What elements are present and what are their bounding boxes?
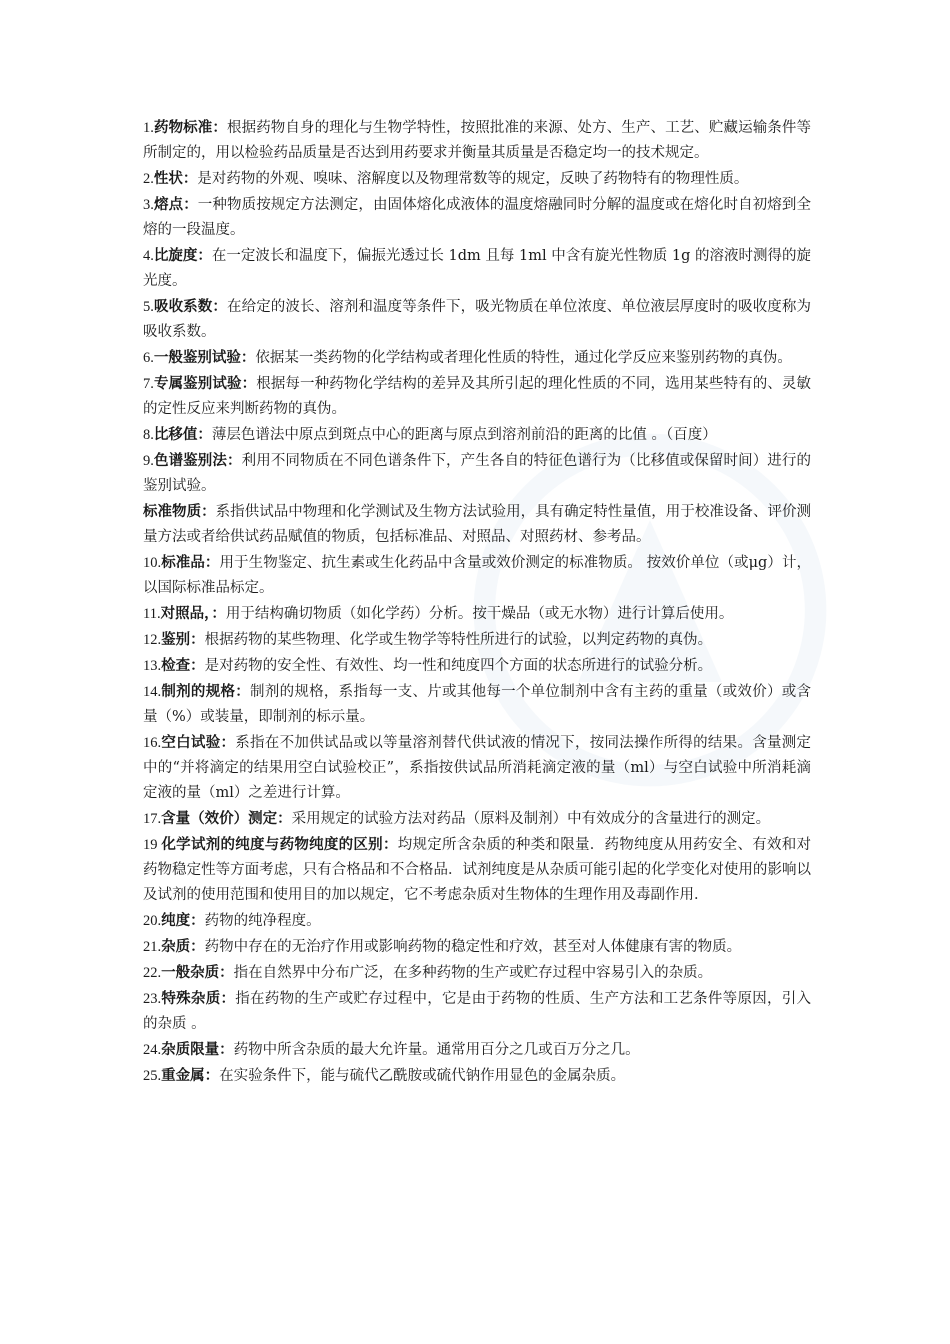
entry-term: 标准物质 <box>143 504 202 520</box>
entry-number: 8. <box>143 427 154 443</box>
entry-separator: ： <box>204 1068 220 1084</box>
entry-term: 制剂的规格 <box>161 684 236 700</box>
definition-entry <box>143 167 811 192</box>
entry-text: 指在自然界中分布广泛，在多种药物的生产或贮存过程中容易引入的杂质。 <box>233 965 713 981</box>
entry-text: 利用不同物质在不同色谱条件下，产生各自的特征色谱行为（比移值或保留时间）进行的鉴别试验。 <box>143 453 812 494</box>
entry-text: 系指在不加供试品或以等量溶剂替代供试液的情况下，按同法操作所得的结果。含量测定中的“并将滴定的结果用空白试验校正”，系指按供试品所消耗滴定液的量（ml）与空白试验中所消耗滴定液的量（ml）之差进行计算。 <box>143 735 812 801</box>
definition-entry <box>143 602 811 627</box>
entry-separator: ： <box>235 684 251 700</box>
entry-text: 在给定的波长、溶剂和温度等条件下，吸光物质在单位浓度、单位液层厚度时的吸收度称为吸收系数。 <box>143 299 812 340</box>
entry-number: 19 <box>143 837 162 853</box>
entry-separator: ： <box>197 248 212 264</box>
definition-entry <box>143 987 811 1037</box>
entry-number: 14. <box>143 684 162 700</box>
entry-separator: ： <box>227 453 242 469</box>
entry-text: 是对药物的安全性、有效性、均一性和纯度四个方面的状态所进行的试验分析。 <box>204 658 713 674</box>
entry-term: 含量（效价）测定 <box>161 811 278 827</box>
entry-text: 根据药物自身的理化与生物学特性，按照批准的来源、处方、生产、工艺、贮藏运输条件等所制定的，用以检验药品质量是否达到用药要求并衡量其质量是否稳定均一的技术规定。 <box>143 120 812 161</box>
entry-text: 药物中所含杂质的最大允许量。通常用百分之几或百万分之几。 <box>233 1042 640 1058</box>
entry-separator: ： <box>190 913 205 929</box>
entry-text: 采用规定的试验方法对药品（原料及制剂）中有效成分的含量进行的测定。 <box>291 811 771 827</box>
definition-entry <box>143 372 811 422</box>
entry-separator: ： <box>183 197 198 213</box>
definition-entry <box>143 551 811 601</box>
entry-text: 制剂的规格，系指每一支、片或其他每一个单位制剂中含有主药的重量（或效价）或含量（%）或装量，即制剂的标示量。 <box>143 684 812 725</box>
entry-term: 吸收系数 <box>153 299 213 315</box>
definition-entry <box>143 1038 811 1063</box>
definition-entry <box>143 680 811 730</box>
definition-entry <box>143 1064 811 1089</box>
entry-number: 11. <box>143 606 161 622</box>
entry-term: 一般鉴别试验 <box>153 350 241 366</box>
entry-text: 药物的纯净程度。 <box>204 913 321 929</box>
entry-separator: ： <box>277 811 292 827</box>
entry-number: 9. <box>143 453 154 469</box>
entry-separator: ： <box>182 171 198 187</box>
entry-term: 药物标准 <box>153 120 213 136</box>
entry-text: 药物中存在的无治疗作用或影响药物的稳定性和疗效，甚至对人体健康有害的物质。 <box>204 939 742 955</box>
entry-term: 化学试剂的纯度与药物纯度的区别 <box>161 837 383 853</box>
entry-term: 检查 <box>161 658 191 674</box>
entry-term: 性状 <box>153 171 183 187</box>
entry-term: 特殊杂质 <box>161 991 221 1007</box>
entry-text: 是对药物的外观、嗅味、溶解度以及物理常数等的规定，反映了药物特有的物理性质。 <box>197 171 749 187</box>
entry-text: 根据药物的某些物理、化学或生物学等特性所进行的试验，以判定药物的真伪。 <box>204 632 713 648</box>
entry-text: 一种物质按规定方法测定，由固体熔化成液体的温度熔融同时分解的温度或在熔化时自初熔到全熔的一段温度。 <box>143 197 812 238</box>
entry-text: 薄层色谱法中原点到斑点中心的距离与原点到溶剂前沿的距离的比值 。（百度） <box>211 427 717 443</box>
entry-text: 根据每一种药物化学结构的差异及其所引起的理化性质的不同，选用某些特有的、灵敏的定性反应来判断药物的真伪。 <box>143 376 812 417</box>
entry-number: 17. <box>143 811 162 827</box>
entry-number: 22. <box>143 965 162 981</box>
entry-term: 鉴别 <box>161 632 191 648</box>
entry-number: 23. <box>143 991 162 1007</box>
entry-number: 10. <box>143 555 162 571</box>
entry-number: 16. <box>143 735 162 751</box>
definition-entry <box>143 909 811 934</box>
entry-term: 纯度 <box>161 913 191 929</box>
entry-term: 专属鉴别试验 <box>153 376 242 392</box>
entry-text: 用于生物鉴定、抗生素或生化药品中含量或效价测定的标准物质。 按效价单位（或μg）计，以国际标准品标定。 <box>143 555 812 596</box>
entry-separator: ： <box>219 965 234 981</box>
definition-entry <box>143 193 811 243</box>
definition-entry <box>143 833 811 908</box>
entry-separator: ： <box>382 837 398 853</box>
entry-term: 熔点 <box>153 197 184 213</box>
entry-term: 杂质 <box>161 939 191 955</box>
entry-number: 5. <box>143 299 154 315</box>
entry-term: 色谱鉴别法 <box>153 453 227 469</box>
entry-separator: ： <box>204 555 220 571</box>
definition-entry <box>143 731 811 806</box>
definition-entry <box>143 346 811 371</box>
entry-number: 6. <box>143 350 154 366</box>
entry-term: 标准品 <box>161 555 205 571</box>
entry-term: 对照品 <box>160 606 205 622</box>
definition-entry <box>143 423 811 448</box>
entry-number: 13. <box>143 658 162 674</box>
definition-entry <box>143 935 811 960</box>
entry-text: 均规定所含杂质的种类和限量．药物纯度从用药安全、有效和对药物稳定性等方面考虑，只有合格品和不合格品．试剂纯度是从杂质可能引起的化学变化对使用的影响以及试剂的使用范围和使用目的加以规定，它不考虑杂质对生物体的生理作用及毒副作用． <box>143 837 812 903</box>
definition-entry <box>143 807 811 832</box>
definition-entry <box>143 628 811 653</box>
entry-number: 2. <box>143 171 154 187</box>
entry-separator: ： <box>190 658 205 674</box>
entry-number: 1. <box>143 120 154 136</box>
entry-separator: ： <box>220 991 236 1007</box>
entry-separator: ： <box>201 504 216 520</box>
entry-term: 一般杂质 <box>161 965 220 981</box>
entry-text: 指在药物的生产或贮存过程中，它是由于药物的性质、生产方法和工艺条件等原因，引入的杂质 。 <box>143 991 812 1032</box>
definition-entry <box>143 116 811 166</box>
entry-term: 重金属 <box>161 1068 205 1084</box>
entry-separator: ： <box>190 632 205 648</box>
entry-text: 在一定波长和温度下，偏振光透过长 1dm 且每 1ml 中含有旋光性物质 1g 的溶液时测得的旋光度。 <box>143 248 812 289</box>
entry-text: 系指供试品中物理和化学测试及生物方法试验用，具有确定特性量值，用于校准设备、评价测量方法或者给供试药品赋值的物质，包括标准品、对照品、对照药材、参考品。 <box>143 504 812 545</box>
entry-separator: ： <box>190 939 205 955</box>
entry-number: 7. <box>143 376 154 392</box>
entry-separator: ，： <box>204 606 226 622</box>
definition-entry <box>143 244 811 294</box>
entry-number: 20. <box>143 913 162 929</box>
entry-text: 用于结构确切物质（如化学药）分析。按干燥品（或无水物）进行计算后使用。 <box>225 606 734 622</box>
entry-term: 杂质限量 <box>161 1042 220 1058</box>
entry-separator: ： <box>197 427 212 443</box>
entry-separator: ： <box>240 350 256 366</box>
definition-entry <box>143 449 811 499</box>
entry-term: 比旋度 <box>153 248 198 264</box>
entry-separator: ： <box>219 1042 234 1058</box>
entry-text: 依据某一类药物的化学结构或者理化性质的特性，通过化学反应来鉴别药物的真伪。 <box>255 350 792 366</box>
definition-entry <box>143 961 811 986</box>
entry-term: 空白试验 <box>161 735 221 751</box>
definition-entry <box>143 654 811 679</box>
definition-entry <box>143 500 811 550</box>
definitions-list <box>143 116 811 1090</box>
entry-separator: ： <box>241 376 257 392</box>
entry-number: 25. <box>143 1068 162 1084</box>
entry-text: 在实验条件下，能与硫代乙酰胺或硫代钠作用显色的金属杂质。 <box>219 1068 626 1084</box>
entry-number: 12. <box>143 632 162 648</box>
entry-number: 3. <box>143 197 154 213</box>
entry-number: 4. <box>143 248 154 264</box>
entry-separator: ： <box>212 299 227 315</box>
entry-number: 21. <box>143 939 162 955</box>
entry-separator: ： <box>212 120 227 136</box>
entry-separator: ： <box>220 735 236 751</box>
definition-entry <box>143 295 811 345</box>
entry-term: 比移值 <box>153 427 198 443</box>
entry-number: 24. <box>143 1042 162 1058</box>
